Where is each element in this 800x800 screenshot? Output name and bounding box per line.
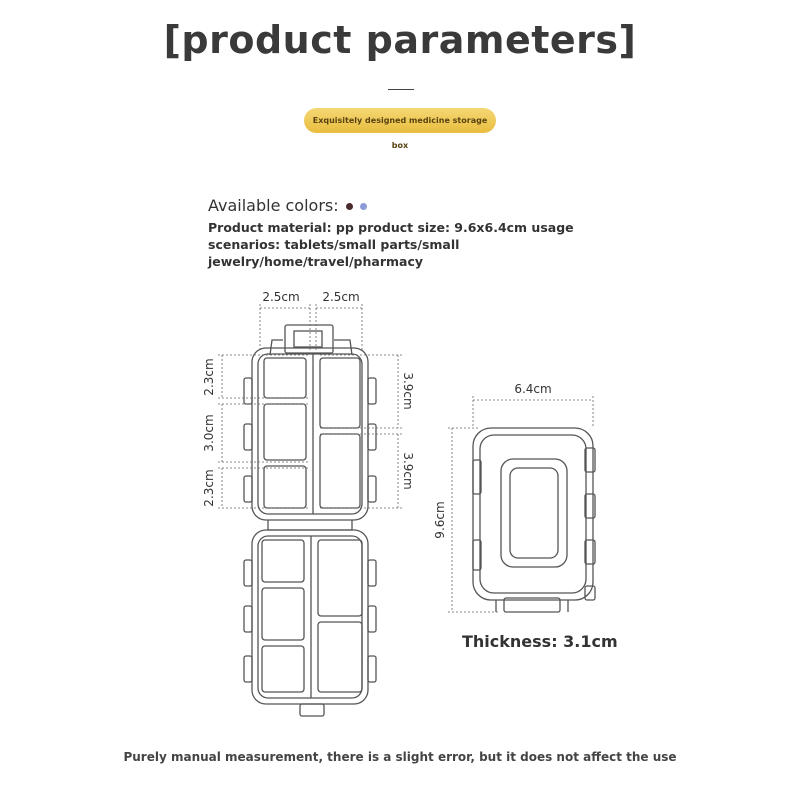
dim-height: 9.6cm (433, 501, 447, 539)
dim-width: 6.4cm (514, 382, 552, 396)
top-latch (285, 325, 333, 353)
open-box-lower (252, 530, 368, 704)
dim-right-2: 3.9cm (401, 452, 415, 490)
available-colors-label: Available colors: (208, 196, 339, 215)
subtitle-badge: Exquisitely designed medicine storage box (304, 108, 496, 133)
footer-note: Purely manual measurement, there is a slight error, but it does not affect the use (123, 750, 677, 764)
dim-right-1: 3.9cm (401, 372, 415, 410)
dim-top-left: 2.5cm (262, 290, 300, 304)
closed-box (473, 428, 593, 600)
thickness-label: Thickness: 3.1cm (462, 632, 618, 651)
top-latch-inner (294, 331, 322, 347)
page-title: [product parameters] (163, 18, 637, 62)
dim-left-2: 3.0cm (202, 414, 216, 452)
product-description: Product material: pp product size: 9.6x6.4cm usage scenarios: tablets/small parts/small jewelry/home/travel/pharmacy (208, 220, 574, 269)
dim-left-1: 2.3cm (202, 358, 216, 396)
dim-left-3: 2.3cm (202, 469, 216, 507)
dim-top-right: 2.5cm (322, 290, 360, 304)
